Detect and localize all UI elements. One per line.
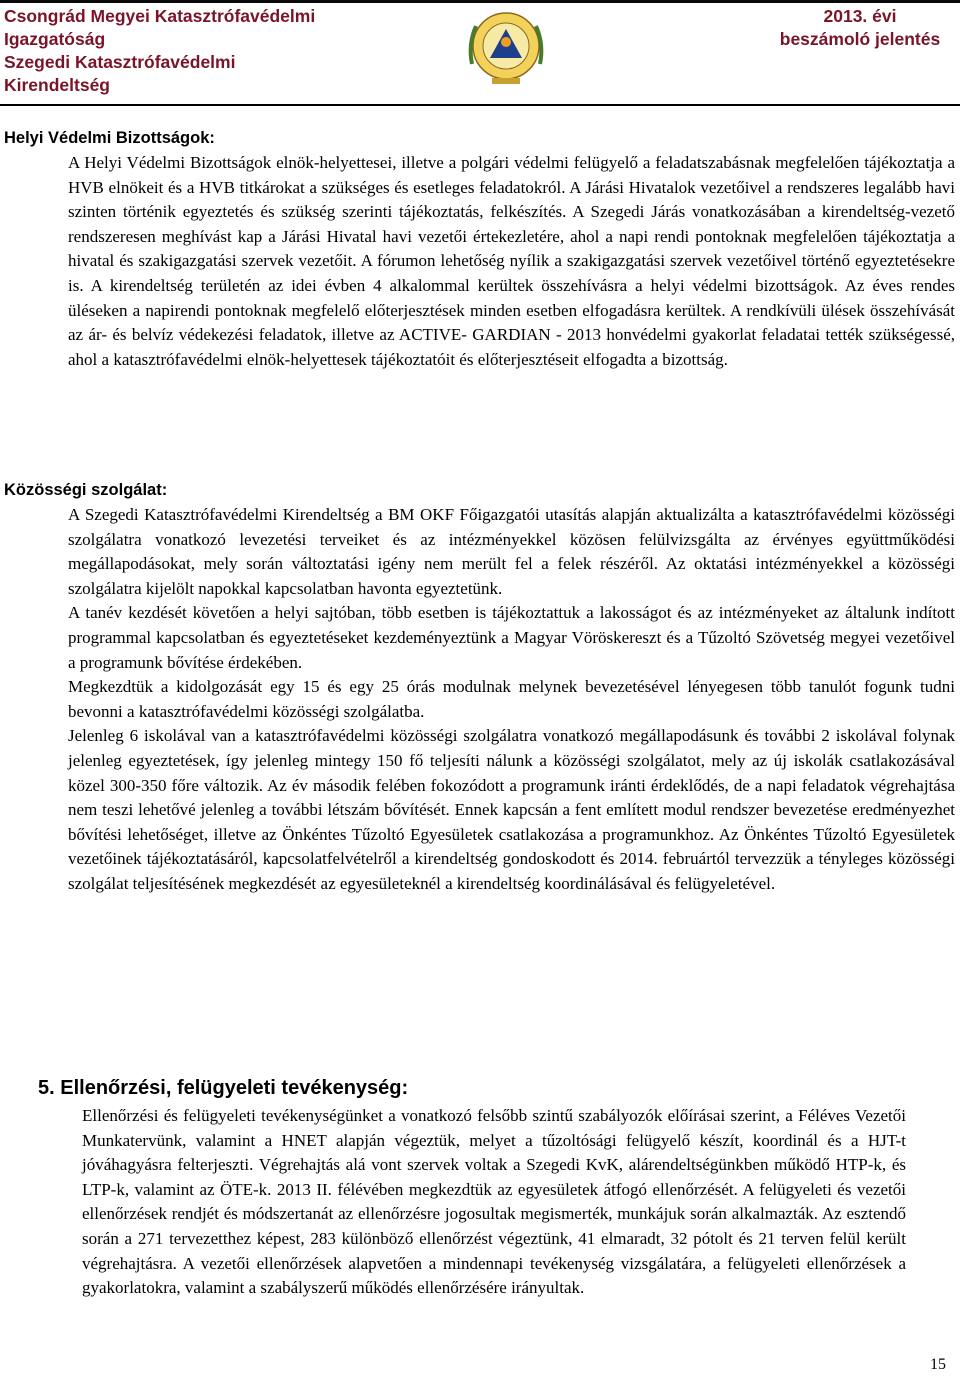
section-title-inspection: 5. Ellenőrzési, felügyeleti tevékenység:	[38, 1077, 409, 1099]
organization-name	[4, 5, 404, 97]
section-title-community: Közösségi szolgálat:	[4, 481, 168, 499]
civil-protection-emblem-icon	[462, 4, 550, 90]
org-line-4: Kirendeltség	[4, 75, 110, 95]
section-title-hvb: Helyi Védelmi Bizottságok:	[4, 129, 215, 147]
header-divider	[0, 104, 960, 106]
section-community-text	[68, 503, 955, 897]
community-paragraph-2: A tanév kezdését követően a helyi sajtóban, több esetben is tájékoztattuk a lakosságot és az intézményeket az általunk indított programmal kapcsolatban és egyeztetéseket kezdeményeztünk a Magyar Vöröskereszt és a Tűzoltó Szövetség megyei vezetőivel a programunk bővítése érdekében.	[68, 603, 955, 672]
org-line-1: Csongrád Megyei Katasztrófavédelmi	[4, 6, 316, 26]
page-header	[0, 0, 960, 106]
community-paragraph-1: A Szegedi Katasztrófavédelmi Kirendeltség a BM OKF Főigazgatói utasítás alapján aktualizálta a katasztrófavédelmi közösségi szolgálatra vonatkozó levezetési terveiket és az intézményekkel közösen felülvizsgálta az érvényes együttműködési megállapodásokat, mely során változtatási igény nem merült fel a felek részéről. Az oktatási intézményekkel a közösségi szolgálatra kijelölt napokkal kapcsolatban havonta egyeztetünk.	[68, 505, 955, 598]
community-paragraph-4: Jelenleg 6 iskolával van a katasztrófavédelmi közösségi szolgálatra vonatkozó megállapodásunk és további 2 iskolával folynak jelenleg egyeztetések, így jelenleg mintegy 150 fő teljesíti nálunk a közösségi szolgálatot, mely az új iskolák csatlakozásával közel 300-350 főre változik. Az év második felében fokozódott a programunk iránti érdeklődés, de a napi feladatok végrehajtása nem teszi lehetővé jelenleg a további létszám bővítését. Ennek kapcsán a fent említett modul rendszer bevezetése eredményezhet bővítési lehetőséget, illetve az Önkéntes Tűzoltó Egyesületek csatlakozása a programunkhoz. Az Önkéntes Tűzoltó Egyesületek vezetőinek tájékoztatásáról, kapcsolatfelvételről a kirendeltség gondoskodott és 2014. februártól tervezzük a tényleges közösségi szolgálat teljesítésének megkezdését az egyesületeknél a kirendeltség koordinálásával és felügyeletével.	[68, 726, 955, 893]
report-year: 2013. évi	[823, 6, 897, 26]
inspection-paragraph: Ellenőrzési és felügyeleti tevékenységünket a vonatkozó felsőbb szintű szabályozók előírásai szerint, a Féléves Vezetői Munkatervünk, valamint a HNET alapján végeztük, melyet a tűzoltósági felügyelő készít, koordinál és a HJT-t jóváhagyásra felterjeszti. Végrehajtás alá vont szervek voltak a Szegedi KvK, alárendeltségünkben működő HTP-k, és LTP-k, valamint az ÖTE-k. 2013 II. félévében megkezdtük az egyesületek átfogó ellenőrzését. A felügyeleti és vezetői ellenőrzések rendjét és módszertanát az ellenőrzésre jogosultak megismerték, munkájuk során alkalmazták. Az esztendő során a 271 tervezetthez képest, 283 különböző ellenőrzést végeztünk, 41 elmaradt, 32 pótolt és 21 terven felül került végrehajtásra. A vezetői ellenőrzések alapvetően a mindennapi tevékenység vizsgálatára, a felügyeleti ellenőrzések a gyakorlatokra, valamint a szabályszerű működés ellenőrzésére irányultak.	[82, 1106, 906, 1298]
section-inspection-text	[82, 1104, 906, 1301]
report-title	[762, 5, 958, 51]
report-type: beszámoló jelentés	[779, 29, 941, 49]
hvb-paragraph: A Helyi Védelmi Bizottságok elnök-helyettesei, illetve a polgári védelmi felügyelő a feladatszabásnak megfelelően tájékoztatja a HVB elnökeit és a HVB titkárokat a szükséges és esetleges feladatokról. A Járási Hivatalok vezetőivel a rendszeres legalább havi szinten történik egyeztetés és szükség szerinti tájékoztatás, felkészítés. A Szegedi Járás vonatkozásában a kirendeltség-vezető rendszeresen meghívást kap a Járási Hivatal havi vezetői értekezletére, ahol a napi rendi pontoknak megfelelően tájékoztatja a hivatal és szakigazgatási szervek vezetőit. A fórumon lehetőség nyílik a szakigazgatási szervek vezetőivel történő egyeztetésekre is. A kirendeltség területén az idei évben 4 alkalommal kerültek összehívásra a helyi védelmi bizottságok. Az éves rendes üléseken a napirendi pontoknak megfelelő előterjesztések minden esetben elfogadásra kerültek. A rendkívüli ülések összehívását az ár- és belvíz védekezési feladatok, illetve az ACTIVE- GARDIAN - 2013 honvédelmi gyakorlat feladatai tették szükségessé, ahol a katasztrófavédelmi elnök-helyettesek tájékoztatóit és előterjesztéseit elfogadta a bizottság.	[68, 153, 955, 369]
org-line-3: Szegedi Katasztrófavédelmi	[4, 52, 236, 72]
page-number: 15	[930, 1356, 946, 1373]
community-paragraph-3: Megkezdtük a kidolgozását egy 15 és egy 25 órás modulnak melynek bevezetésével lényegesen több tanulót fogunk tudni bevonni a katasztrófavédelmi közösségi szolgálatba.	[68, 677, 955, 721]
org-line-2: Igazgatóság	[4, 29, 106, 49]
section-hvb-text	[68, 151, 955, 372]
